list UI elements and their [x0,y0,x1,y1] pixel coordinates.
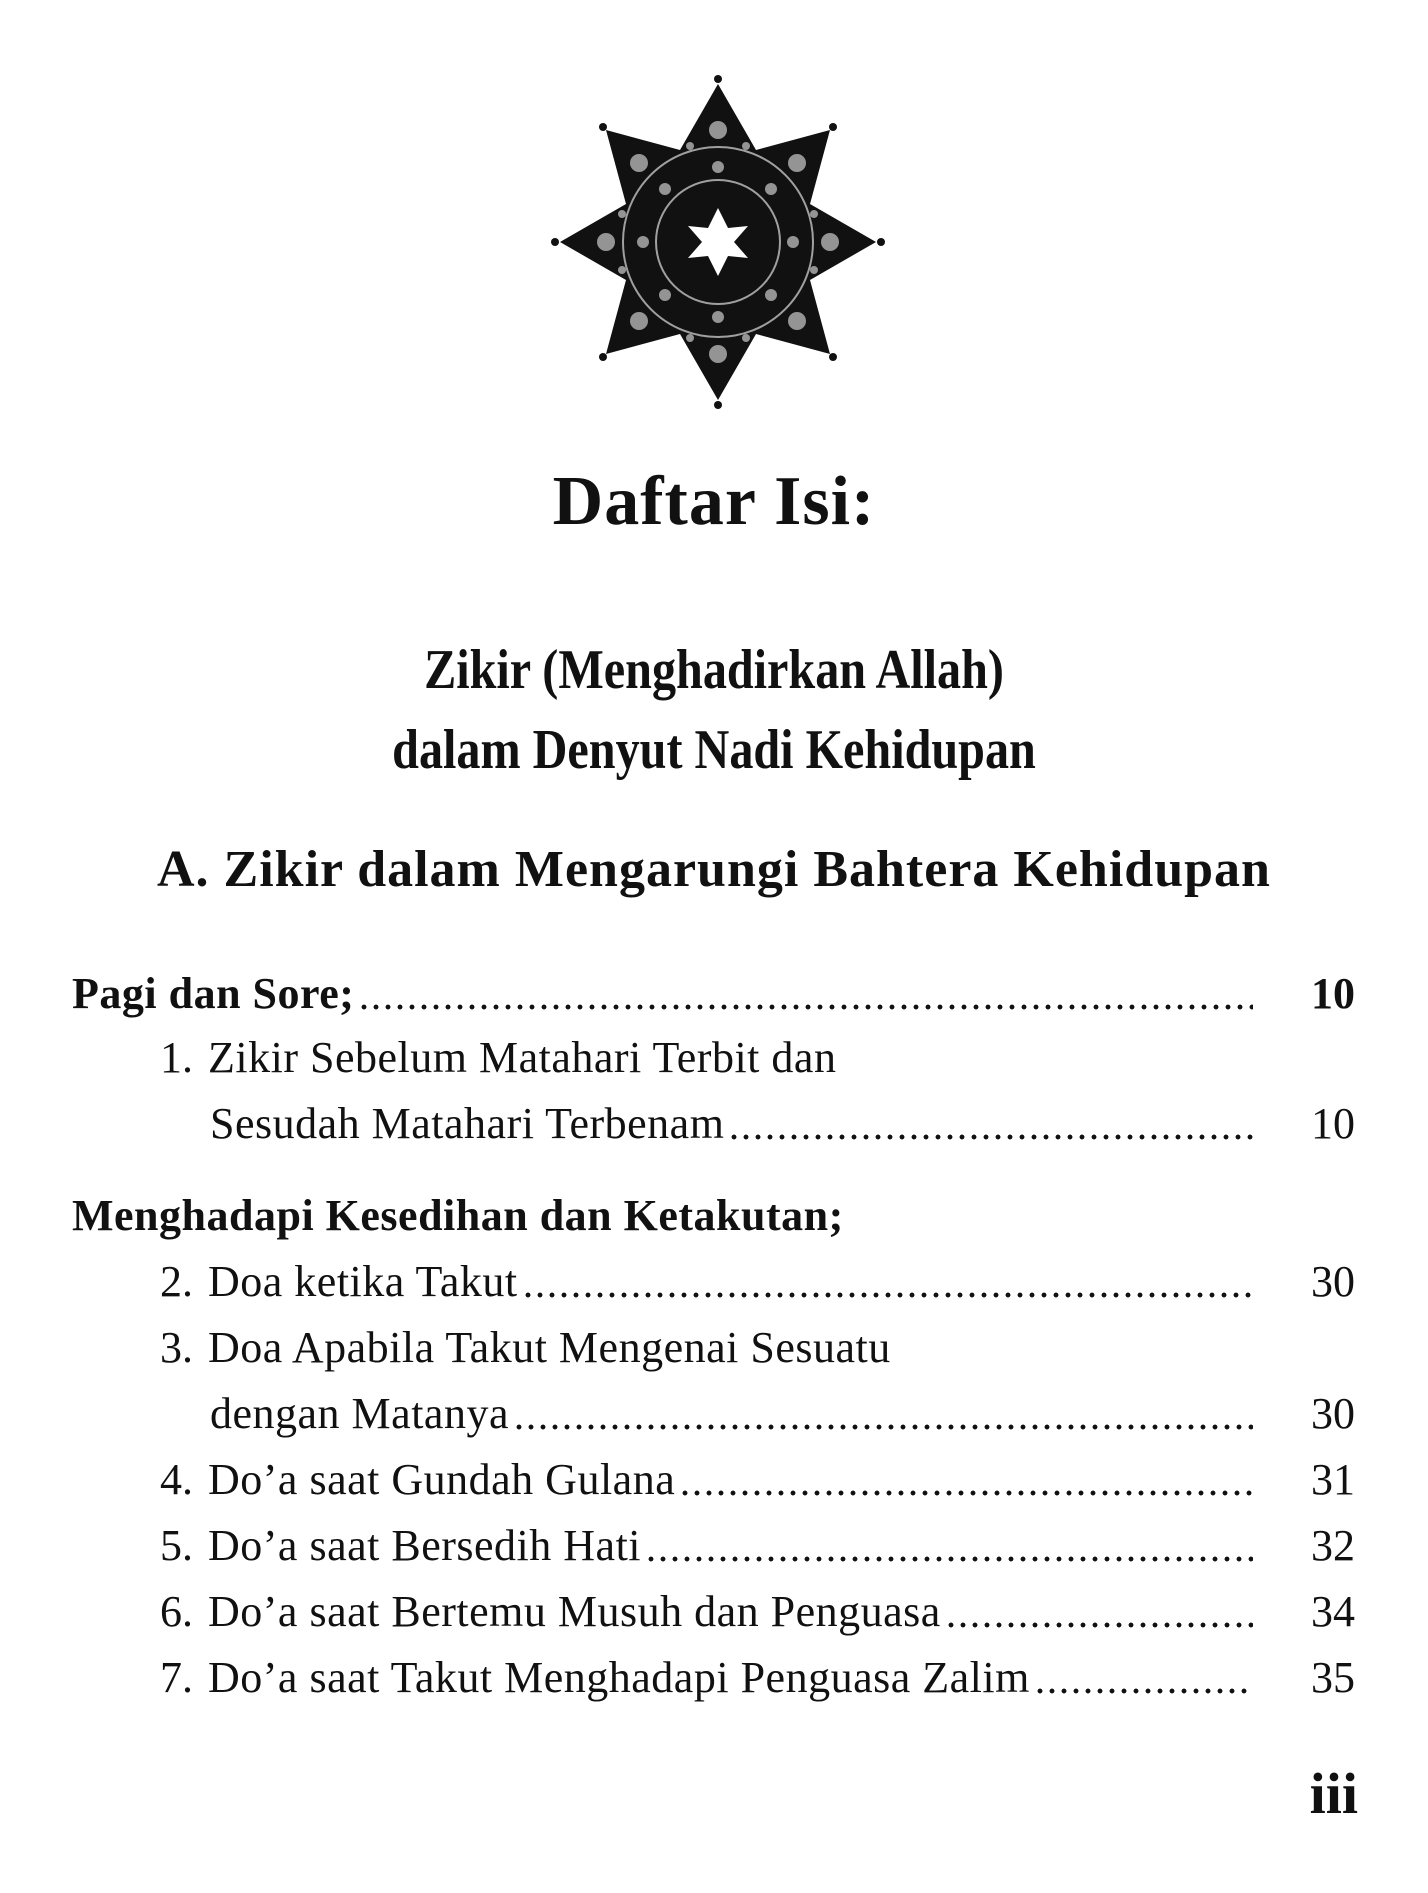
toc-item-title: Do’a saat Bertemu Musuh dan Penguasa [208,1587,941,1636]
toc-item-2[interactable] [72,1254,1355,1310]
toc-item-number: 2. [160,1257,193,1306]
toc-item-5[interactable] [72,1518,1355,1574]
toc-item-title: Doa ketika Takut [208,1257,518,1306]
toc-group-pagi-dan-sore[interactable] [72,966,1355,1022]
toc-page-number: 32 [1311,1521,1355,1570]
toc-item-3-line-1[interactable] [72,1320,1355,1376]
toc-item-4[interactable] [72,1452,1355,1508]
toc-page-number: 34 [1311,1587,1355,1636]
toc-item-1-line-1[interactable] [72,1030,1355,1086]
dot-leader [945,1622,1253,1628]
toc-item-number: 7. [160,1653,193,1702]
toc-item-number: 5. [160,1521,193,1570]
toc-item-title: Zikir Sebelum Matahari Terbit dan [208,1033,837,1082]
toc-page-number: 30 [1311,1257,1355,1306]
page-number: iii [1309,1761,1358,1826]
dot-leader [358,1004,1253,1010]
dot-leader [679,1490,1253,1496]
toc-page-number: 10 [1311,1099,1355,1148]
toc-item-7[interactable] [72,1650,1355,1706]
toc-item-title: Do’a saat Gundah Gulana [208,1455,676,1504]
toc-item-title: Do’a saat Bersedih Hati [208,1521,642,1570]
toc-item-title-continued: dengan Matanya [210,1389,509,1438]
toc-item-number: 4. [160,1455,193,1504]
toc-page-number: 30 [1311,1389,1355,1438]
toc-group-label: Pagi dan Sore; [72,969,355,1018]
toc-item-title: Do’a saat Takut Menghadapi Penguasa Zalim [208,1653,1030,1702]
toc-item-title-continued: Sesudah Matahari Terbenam [210,1099,725,1148]
toc-page-number: 10 [1311,969,1355,1018]
toc-group-label: Menghadapi Kesedihan dan Ketakutan; [72,1191,844,1240]
dot-leader [645,1556,1253,1562]
toc-item-1-line-2[interactable] [72,1096,1355,1152]
dot-leader [522,1292,1253,1298]
eight-pointed-star-ornament-icon [548,72,888,412]
dot-leader [728,1134,1253,1140]
toc-page-number: 31 [1311,1455,1355,1504]
section-heading: A. Zikir dalam Mengarungi Bahtera Kehidupan [157,841,1271,898]
toc-item-title: Doa Apabila Takut Mengenai Sesuatu [208,1323,891,1372]
dot-leader [513,1424,1253,1430]
toc-item-3-line-2[interactable] [72,1386,1355,1442]
toc-item-6[interactable] [72,1584,1355,1640]
subtitle-line-2: dalam Denyut Nadi Kehidupan [392,719,1036,781]
toc-item-number: 6. [160,1587,193,1636]
dot-leader [1034,1688,1253,1694]
toc-page-number: 35 [1311,1653,1355,1702]
subtitle-line-1: Zikir (Menghadirkan Allah) [424,639,1004,701]
toc-item-number: 3. [160,1323,193,1372]
toc-item-number: 1. [160,1033,193,1082]
toc-group-kesedihan-ketakutan[interactable] [72,1188,1355,1244]
page-title: Daftar Isi: [552,463,876,540]
